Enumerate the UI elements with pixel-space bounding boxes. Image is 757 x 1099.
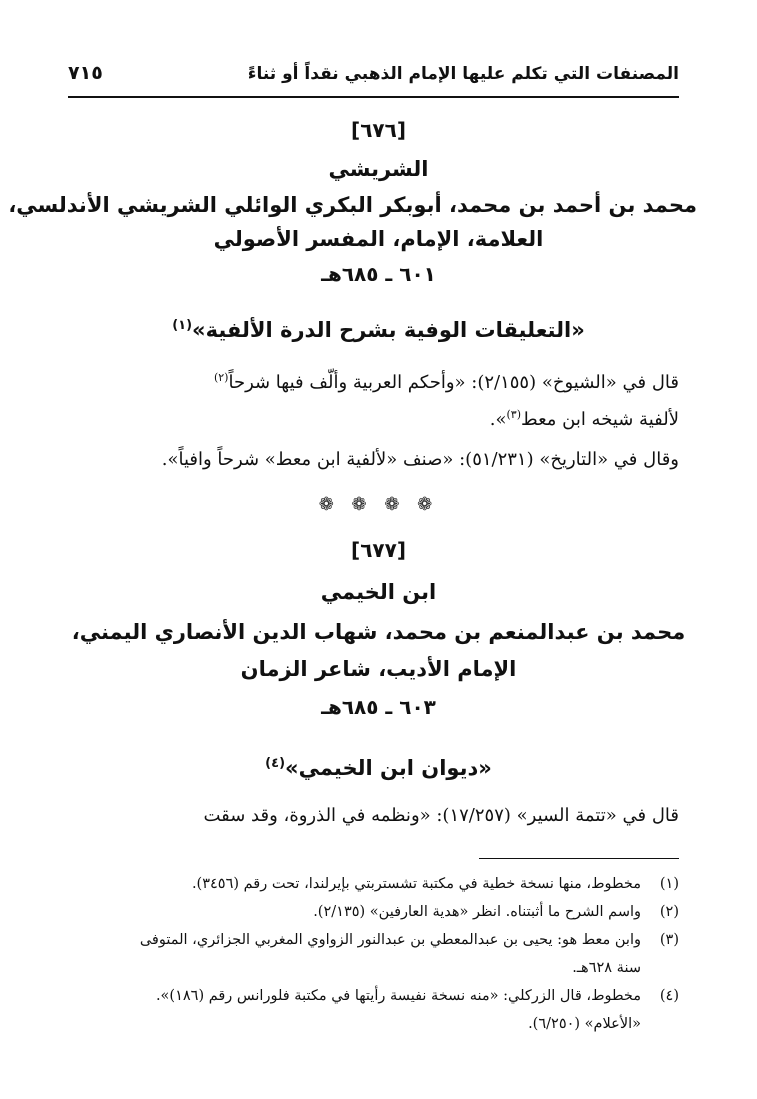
footnote-number: (٤) [659, 988, 679, 1004]
entry-dates: ٦٠١ ـ ٦٨٥هـ [321, 262, 436, 286]
paragraph-line [68, 399, 679, 436]
paragraph-text: لألفية شيخه ابن معط [520, 409, 679, 430]
book-title [60, 756, 697, 780]
footnote-ref: (٣) [506, 408, 521, 421]
footnote [68, 870, 679, 898]
paragraph-line: قال في «تتمة السير» (١٧/٢٥٧): «ونظمه في الذروة، وقد سقت [203, 805, 679, 826]
book-title [60, 318, 697, 342]
footnote-number: (١) [659, 876, 679, 892]
entry-dates: ٦٠٣ ـ ٦٨٥هـ [321, 695, 436, 719]
paragraph [68, 362, 679, 436]
footnote-number: (٢) [659, 904, 679, 920]
paragraph-text: قال في «الشيوخ» (٢/١٥٥): «وأحكم العربية وألّف فيها شرحاً [228, 372, 679, 393]
page-header [68, 58, 679, 98]
footnote-ref: (٤) [265, 756, 286, 771]
footnote-text: مخطوط، منها نسخة خطية في مكتبة تشستربتي بإيرلندا، تحت رقم (٣٤٥٦). [191, 876, 641, 892]
entry-name-line: محمد بن عبدالمنعم بن محمد، شهاب الدين الأنصاري اليمني، [71, 620, 686, 644]
entry-epithets: الإمام الأديب، شاعر الزمان [240, 657, 517, 681]
footnote [68, 926, 679, 982]
page-number: ٧١٥ [68, 62, 103, 84]
entry-name-line: محمد بن أحمد بن محمد، أبوبكر البكري الوائلي الشريشي الأندلسي، [8, 193, 697, 217]
book-title-text: «ديوان ابن الخيمي» [285, 756, 492, 780]
entry-nisba: ابن الخيمي [320, 580, 437, 604]
footnote-text-continued: «الأعلام» (٦/٢٥٠). [528, 1016, 641, 1032]
footnote-number: (٣) [659, 932, 679, 948]
entry-nisba: الشريشي [328, 157, 429, 181]
footnote-text-continued: سنة ٦٢٨هـ. [572, 960, 641, 976]
footnote [68, 982, 679, 1038]
footnotes [68, 870, 679, 1038]
entry-epithets: العلامة، الإمام، المفسر الأصولي [213, 227, 544, 251]
paragraph-line [68, 362, 679, 399]
footnote [68, 898, 679, 926]
footnote-text: واسم الشرح ما أثبتناه. انظر «هدية العارفين» (٢/١٣٥). [313, 904, 641, 920]
section-separator: ❁ ❁ ❁ ❁ [318, 494, 439, 515]
footnote-rule [479, 858, 679, 859]
paragraph-line: وقال في «التاريخ» (٥١/٢٣١): «صنف «لألفية ابن معط» شرحاً وافياً». [161, 449, 679, 470]
footnote-ref: (١) [172, 318, 193, 333]
paragraph [68, 444, 679, 476]
running-title: المصنفات التي تكلم عليها الإمام الذهبي نقداً أو ثناءً [247, 64, 679, 84]
paragraph [68, 800, 679, 832]
entry-number: [٦٧٦] [351, 118, 406, 142]
paragraph-text: ». [489, 409, 507, 430]
footnote-text: مخطوط، قال الزركلي: «منه نسخة نفيسة رأيتها في مكتبة فلورانس رقم (١٨٦)». [155, 988, 641, 1004]
entry-number: [٦٧٧] [351, 538, 406, 562]
footnote-text: وابن معط هو: يحيى بن عبدالمعطي بن عبدالنور الزواوي المغربي الجزائري، المتوفى [139, 932, 641, 948]
footnote-ref: (٢) [213, 371, 229, 384]
book-title-text: «التعليقات الوفية بشرح الدرة الألفية» [192, 318, 585, 342]
